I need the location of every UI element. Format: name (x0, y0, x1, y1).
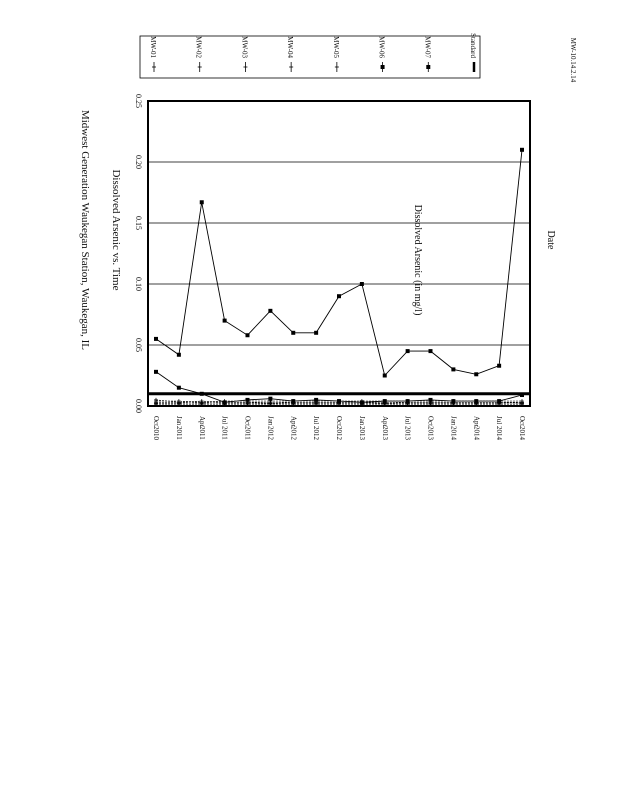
x-tick-label: Jul2013 (403, 416, 412, 440)
x-tick-label: Jul2014 (495, 416, 504, 440)
x-tick-label: Oct2014 (518, 416, 526, 440)
data-point-mw-07 (200, 200, 204, 204)
data-point-mw-07 (451, 367, 455, 371)
x-tick-label: Apr2011 (197, 416, 206, 440)
legend-marker (426, 65, 430, 69)
data-point-mw-07 (474, 372, 478, 376)
data-point-mw-06 (406, 399, 410, 403)
data-point-mw-07 (291, 331, 295, 335)
legend-label: MW-07 (423, 36, 432, 58)
data-point-mw-07 (177, 353, 181, 357)
data-point-mw-06 (200, 392, 204, 396)
y-tick-label: 0.25 (134, 94, 143, 108)
x-tick-label: Jan2011 (174, 416, 183, 440)
legend-label: Standard (469, 33, 477, 58)
chart-title: Midwest Generation Waukegan Station, Waukegan, IL (79, 109, 91, 351)
x-axis-label: Date (545, 230, 556, 250)
data-point-mw-06 (314, 398, 318, 402)
data-point-mw-06 (291, 399, 295, 403)
y-tick-label: 0.20 (134, 155, 143, 169)
legend-label: MW-02 (194, 36, 203, 58)
y-tick-label: 0.00 (134, 399, 143, 413)
x-tick-label: Jan2014 (449, 416, 458, 440)
data-point-mw-07 (337, 294, 341, 298)
y-tick-label: 0.10 (134, 277, 143, 291)
x-tick-label: Jul2011 (220, 416, 229, 440)
legend-label: MW-06 (377, 36, 386, 58)
plot-group (134, 94, 530, 441)
plot-frame (148, 101, 530, 406)
data-point-mw-06 (337, 399, 341, 403)
data-point-mw-06 (360, 400, 364, 404)
data-point-mw-07 (268, 309, 272, 313)
data-point-mw-06 (268, 397, 272, 401)
x-tick-label: Oct2013 (426, 416, 435, 440)
rotated-chart-group (79, 33, 577, 440)
x-tick-label: Apr2012 (289, 416, 298, 440)
x-tick-label: Jul2012 (312, 416, 321, 440)
data-point-mw-07 (406, 349, 410, 353)
y-tick-label: 0.05 (134, 338, 143, 352)
data-point-mw-07 (383, 374, 387, 378)
data-point-mw-07 (497, 364, 501, 368)
x-tick-label: Oct2010 (152, 416, 160, 440)
series-line-mw-06 (156, 372, 522, 403)
data-point-mw-07 (314, 331, 318, 335)
x-tick-label: Apr2013 (380, 416, 389, 440)
data-point-mw-07 (429, 349, 433, 353)
data-point-mw-07 (520, 148, 524, 152)
data-point-mw-06 (246, 398, 250, 402)
x-tick-label: Jan2013 (357, 416, 366, 440)
data-point-mw-06 (429, 398, 433, 402)
legend (140, 33, 480, 78)
data-point-mw-06 (154, 370, 158, 374)
y-tick-label: 0.15 (134, 216, 143, 230)
data-point-mw-06 (383, 399, 387, 403)
legend-label: MW-04 (286, 36, 295, 58)
x-tick-label: Jan2012 (266, 416, 275, 440)
data-point-mw-06 (497, 399, 501, 403)
data-point-mw-07 (360, 282, 364, 286)
document-code: MW-10.14.2.14 (569, 37, 577, 83)
data-point-mw-06 (451, 399, 455, 403)
legend-label: MW-01 (149, 36, 157, 58)
data-point-mw-07 (154, 337, 158, 341)
data-point-mw-07 (246, 333, 250, 337)
chart-subtitle: Dissolved Arsenic vs. Time (110, 169, 122, 291)
data-point-mw-06 (223, 400, 227, 404)
x-tick-label: Apr2014 (472, 416, 481, 440)
data-point-mw-06 (520, 393, 524, 397)
legend-label: MW-03 (240, 36, 249, 58)
data-point-mw-06 (177, 386, 181, 390)
x-tick-label: Oct2011 (243, 416, 252, 440)
series-line-mw-07 (156, 150, 522, 376)
y-axis-label: Dissolved Arsenic (in mg/l) (412, 204, 423, 316)
x-tick-label: Oct2012 (335, 416, 343, 440)
data-point-mw-07 (223, 319, 227, 323)
legend-label: MW-05 (331, 36, 340, 58)
data-point-mw-06 (474, 399, 478, 403)
legend-marker (381, 65, 385, 69)
